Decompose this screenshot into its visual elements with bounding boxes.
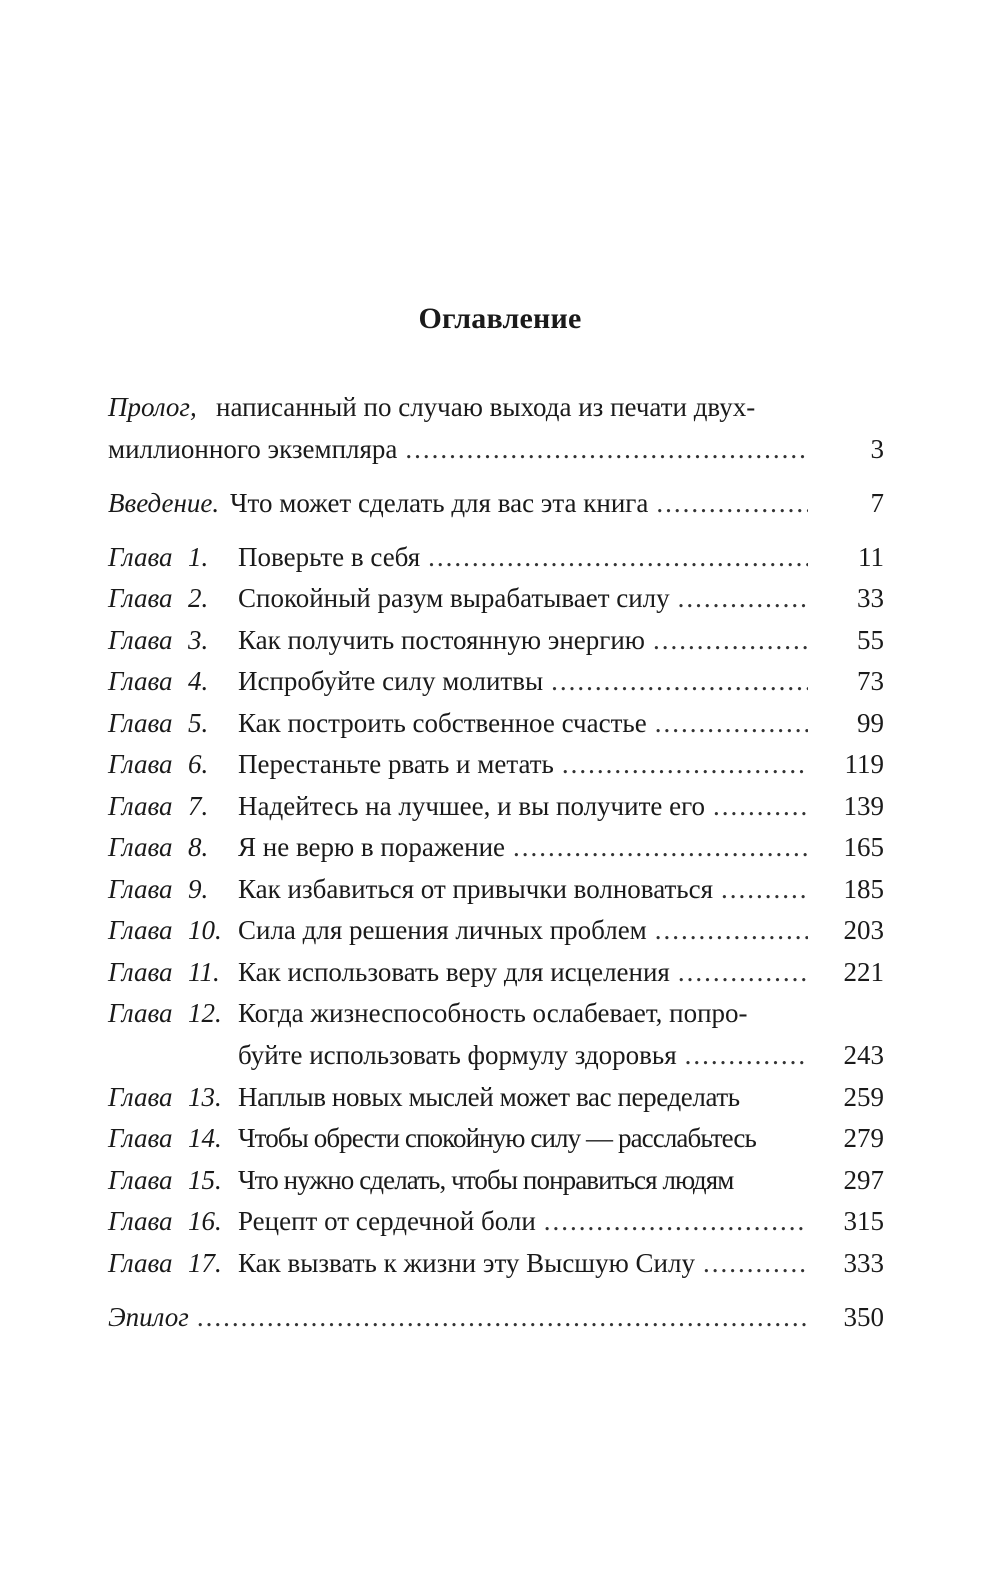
chapter-title: Надейтесь на лучшее, и вы получите его bbox=[238, 791, 706, 821]
chapter-page-number: 333 bbox=[843, 1248, 884, 1278]
prologue-text-line2: миллионного экземпляра bbox=[108, 434, 398, 464]
chapter-page-number: 297 bbox=[843, 1165, 884, 1195]
toc-entry-chapter-8: Глава 8. Я не верю в поражение ..... 165 bbox=[108, 830, 886, 864]
chapter-page-number: 55 bbox=[857, 625, 884, 655]
toc-entry-chapter-6: Глава 6. Перестаньте рвать и метать ..... 119 bbox=[108, 747, 886, 781]
toc-entry-prologue-cont bbox=[108, 432, 886, 466]
page-title: Оглавление bbox=[418, 302, 582, 335]
dot-leader bbox=[405, 432, 808, 466]
chapter-page-number: 185 bbox=[843, 874, 884, 904]
dot-leader bbox=[551, 664, 808, 698]
toc-entry-epilogue bbox=[108, 1300, 886, 1334]
toc-entry-chapter-12: Глава 12. Когда жизнеспособность ослабевает, попро- bbox=[108, 998, 748, 1028]
dot-leader bbox=[678, 955, 808, 989]
chapter-page-number: 279 bbox=[843, 1123, 884, 1153]
chapter-title: Как построить собственное счастье bbox=[238, 708, 647, 738]
chapter-title: Сила для решения личных проблем bbox=[238, 915, 647, 945]
dot-leader bbox=[428, 540, 808, 574]
dot-leader bbox=[513, 830, 808, 864]
prologue-page-number: 3 bbox=[870, 434, 884, 464]
chapter-page-number: 119 bbox=[844, 749, 884, 779]
chapter-page-number: 165 bbox=[843, 832, 884, 862]
toc-entry-introduction bbox=[108, 486, 886, 520]
dot-leader bbox=[544, 1204, 808, 1238]
dot-leader bbox=[197, 1300, 808, 1334]
chapter-title: Спокойный разум вырабатывает силу bbox=[238, 583, 670, 613]
toc-entry-chapter-11: Глава 11. Как использовать веру для исцеления ..... 221 bbox=[108, 955, 886, 989]
toc-entry-chapter-16: Глава 16. Рецепт от сердечной боли ..... 315 bbox=[108, 1204, 886, 1238]
chapter-page-number: 139 bbox=[843, 791, 884, 821]
epilogue-page-number: 350 bbox=[843, 1302, 884, 1332]
introduction-page-number: 7 bbox=[870, 488, 884, 518]
chapter-page-number: 33 bbox=[857, 583, 884, 613]
toc-entry-chapter-7: Глава 7. Надейтесь на лучшее, и вы получите его ..... 139 bbox=[108, 789, 886, 823]
toc-entry-chapter-13: Глава 13. Наплыв новых мыслей может вас переделать 259 bbox=[108, 1082, 884, 1112]
toc-entry-chapter-17: Глава 17. Как вызвать к жизни эту Высшую Силу ..... 333 bbox=[108, 1246, 886, 1280]
introduction-text-wrap bbox=[230, 486, 808, 520]
toc-entry-chapter-4: Глава 4. Испробуйте силу молитвы ..... 73 bbox=[108, 664, 886, 698]
chapter-page-number: 11 bbox=[858, 542, 884, 572]
chapter-page-number: 73 bbox=[857, 666, 884, 696]
toc-entry-chapter-9: Глава 9. Как избавиться от привычки волноваться ..... 185 bbox=[108, 872, 886, 906]
chapter-title: Когда жизнеспособность ослабевает, попро- bbox=[238, 998, 748, 1028]
chapter-page-number: 315 bbox=[843, 1206, 884, 1236]
dot-leader bbox=[655, 706, 808, 740]
chapter-title: Как использовать веру для исцеления bbox=[238, 957, 670, 987]
dot-leader bbox=[703, 1246, 808, 1280]
prologue-line2-wrap bbox=[108, 432, 808, 466]
toc-entry-chapter-5: Глава 5. Как построить собственное счастье ..... 99 bbox=[108, 706, 886, 740]
toc-entry-chapter-2: Глава 2. Спокойный разум вырабатывает силу ..... 33 bbox=[108, 581, 886, 615]
chapter-title: Наплыв новых мыслей может вас переделать bbox=[238, 1082, 740, 1112]
chapter-page-number: 221 bbox=[843, 957, 884, 987]
chapter-page-number: 259 bbox=[843, 1082, 884, 1112]
chapter-title: Как вызвать к жизни эту Высшую Силу bbox=[238, 1248, 695, 1278]
introduction-text: Что может сделать для вас эта книга bbox=[230, 488, 649, 518]
chapter-title: Испробуйте силу молитвы bbox=[238, 666, 544, 696]
chapter-title: Рецепт от сердечной боли bbox=[238, 1206, 536, 1236]
chapter-page-number: 203 bbox=[843, 915, 884, 945]
dot-leader bbox=[713, 789, 808, 823]
chapter-title: Чтобы обрести спокойную силу — расслабьтесь bbox=[238, 1123, 756, 1153]
toc-entry-chapter-12-cont bbox=[108, 1038, 886, 1072]
toc-entry-chapter-3: Глава 3. Как получить постоянную энергию ..... 55 bbox=[108, 623, 886, 657]
chapter-title: Я не верю в поражение bbox=[238, 832, 506, 862]
dot-leader bbox=[678, 581, 808, 615]
chapter-title: Перестаньте рвать и метать bbox=[238, 749, 554, 779]
dot-leader bbox=[655, 913, 808, 947]
prologue-text-line1: написанный по случаю выхода из печати двух- bbox=[216, 392, 756, 422]
chapter-title: Как получить постоянную энергию bbox=[238, 625, 645, 655]
dot-leader bbox=[721, 872, 808, 906]
introduction-label: Введение. bbox=[108, 488, 220, 518]
chapter-title: Как избавиться от привычки волноваться bbox=[238, 874, 714, 904]
toc-entry-chapter-15: Глава 15. Что нужно сделать, чтобы понравиться людям 297 bbox=[108, 1165, 884, 1195]
dot-leader bbox=[653, 623, 808, 657]
chapter-page-number: 243 bbox=[843, 1040, 884, 1070]
chapter-title-continued: буйте использовать формулу здоровья bbox=[238, 1040, 677, 1070]
toc-entry-prologue bbox=[108, 390, 886, 424]
dot-leader bbox=[656, 486, 808, 520]
chapter-title: Поверьте в себя bbox=[238, 542, 421, 572]
dot-leader bbox=[685, 1038, 808, 1072]
chapter-page-number: 99 bbox=[857, 708, 884, 738]
prologue-label: Пролог, bbox=[108, 392, 197, 422]
toc-entry-chapter-14: Глава 14. Чтобы обрести спокойную силу — расслабьтесь 279 bbox=[108, 1123, 884, 1153]
toc-entry-chapter-1: Глава 1. Поверьте в себя ..... 11 bbox=[108, 540, 886, 574]
toc-entry-chapter-10: Глава 10. Сила для решения личных проблем ..... 203 bbox=[108, 913, 886, 947]
epilogue-label: Эпилог bbox=[108, 1302, 189, 1332]
chapter-title: Что нужно сделать, чтобы понравиться людям bbox=[238, 1165, 734, 1195]
dot-leader bbox=[562, 747, 808, 781]
